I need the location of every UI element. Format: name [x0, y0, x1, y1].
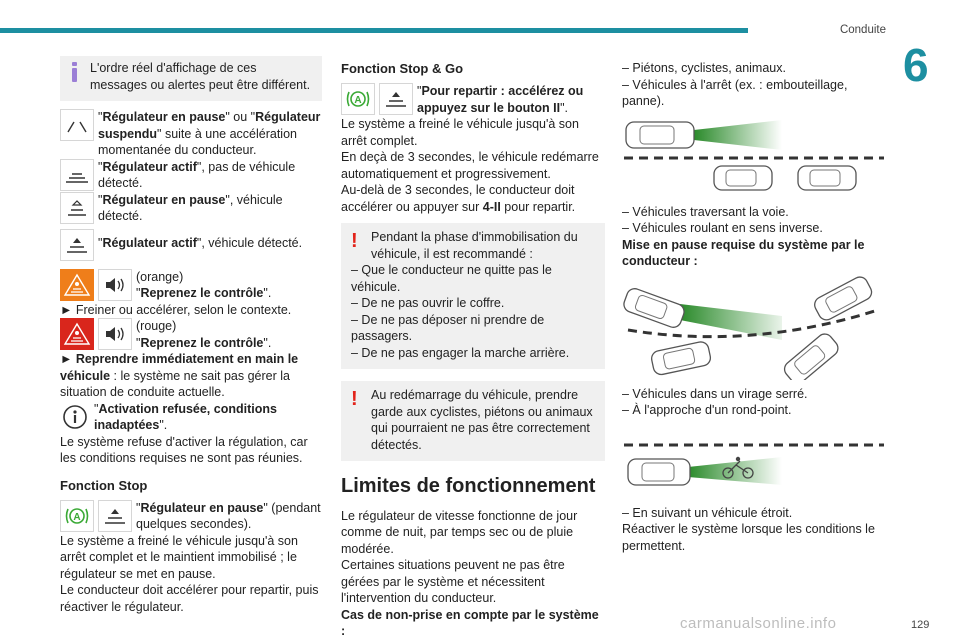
message-text: ", véhicule détecté. — [98, 192, 283, 223]
limits-p3: Cas de non-prise en compte par le système : — [341, 607, 599, 639]
action-bold: ► Reprendre immédiatement en main le véhicule — [60, 352, 299, 383]
section-title: Conduite — [839, 24, 886, 36]
info-note — [60, 56, 322, 101]
action-text — [60, 351, 322, 401]
road-lines-icon — [60, 159, 94, 191]
vehicle-detected-outline-icon — [60, 192, 94, 224]
message-title: Reprenez le contrôle — [140, 335, 264, 350]
message-takeover-red — [60, 318, 322, 351]
stop-paragraph-1: Le système a freiné le véhicule jusqu'à son arrêt complet et le maintient immobilisé ; le régulateur se met en pause. — [60, 533, 298, 581]
vehicle-detected-icon — [98, 500, 132, 532]
message-text: ". — [159, 418, 168, 432]
warning-intro: Pendant la phase d'immobilisation du véhicule, il est recommandé : — [371, 230, 578, 261]
message-text: ", pas de véhicule détecté. — [98, 159, 296, 190]
limits-p1: Le régulateur de vitesse fonctionne de jour comme de nuit, par temps sec ou de pluie modérée. — [341, 508, 578, 556]
message-text: " ou " — [225, 110, 256, 124]
action-text: ► Freiner ou accélérer, selon le contexte. — [60, 302, 292, 317]
auto-hold-icon — [60, 500, 94, 532]
message-title: Reprenez le contrôle — [140, 286, 264, 300]
limit-item: – Véhicules dans un virage serré. — [622, 386, 808, 401]
car-icon — [622, 286, 686, 329]
warning-item: – De ne pas déposer ni prendre de passagers. — [351, 312, 545, 344]
quote: " — [98, 159, 103, 174]
stop-title: Fonction Stop — [60, 477, 148, 493]
column-2 — [341, 56, 605, 640]
auto-hold-icon — [341, 83, 375, 115]
quote: " — [98, 192, 103, 207]
tight-bend-illustration — [622, 270, 886, 380]
info-note-text: L'ordre réel d'affichage de ces messages ou alertes peut être différent. — [90, 61, 311, 92]
car-icon — [628, 459, 690, 485]
alert-color: (orange) — [136, 269, 184, 284]
svg-text:A: A — [354, 95, 362, 107]
quote: " — [136, 500, 141, 515]
quote: " — [136, 286, 141, 300]
info-circle-icon — [60, 401, 90, 433]
limit-item: – Véhicules roulant en sens inverse. — [622, 221, 823, 235]
warning-box-2 — [341, 381, 605, 461]
takeover-red-icon — [60, 318, 94, 350]
message-text: " (pendant quelques secondes). — [136, 500, 321, 532]
warning-text: Au redémarrage du véhicule, prendre garde aux cyclistes, piétons ou animaux qui pourraient ne pas être correctement détectés. — [371, 388, 593, 452]
message-title: Régulateur en pause — [102, 192, 226, 207]
warning-icon: ! — [351, 388, 358, 411]
warning-icon: ! — [351, 230, 358, 253]
limits-title: Limites de fonctionnement — [341, 475, 596, 498]
car-icon — [650, 340, 712, 376]
radar-beam — [688, 457, 782, 485]
stop-paragraph-2: Le conducteur doit accélérer pour repartir, puis réactiver le régulateur. — [60, 583, 319, 614]
quote: " — [136, 335, 141, 350]
message-text: ", véhicule détecté. — [196, 235, 303, 250]
alert-color: (rouge) — [136, 319, 177, 333]
warning-item: – De ne pas ouvrir le coffre. — [351, 296, 505, 311]
page-number: 129 — [911, 619, 930, 631]
stopgo-p2: En deçà de 3 secondes, le véhicule redémarre automatiquement et progressivement. — [341, 150, 599, 181]
stopgo-p3 — [341, 182, 605, 215]
message-text: ". — [263, 286, 272, 300]
car-icon — [781, 330, 841, 379]
stopgo-p1: Le système a freiné le véhicule jusqu'à son arrêt complet. — [341, 117, 579, 148]
message-restart — [341, 83, 605, 116]
message-title: Régulateur actif — [102, 235, 197, 250]
vehicle-detected-icon — [379, 83, 413, 115]
text: pour repartir. — [500, 199, 576, 214]
warning-box-1 — [341, 223, 605, 369]
header-bar — [0, 28, 748, 33]
message-text: ". — [263, 335, 272, 350]
message-takeover-orange — [60, 269, 322, 302]
narrow-vehicle-illustration — [622, 439, 886, 497]
stopped-vehicles-illustration — [622, 110, 886, 198]
radar-beam — [694, 120, 782, 150]
message-title: Régulateur suspendu — [98, 110, 321, 141]
quote: " — [94, 401, 99, 416]
car-icon — [812, 274, 874, 322]
vehicle-detected-icon — [60, 229, 94, 261]
cruise-paused-icon — [60, 109, 94, 141]
stopgo-title: Fonction Stop & Go — [341, 61, 464, 76]
message-active-vehicle — [60, 229, 322, 261]
message-text: ". — [560, 100, 568, 115]
message-title: Pour repartir : accélérez ou appuyez sur le bouton II — [417, 84, 584, 115]
message-paused-vehicle — [60, 192, 322, 225]
info-icon — [70, 62, 78, 82]
limit-item: – Piétons, cyclistes, animaux. — [622, 61, 786, 75]
message-text: " suite à une accélération momentanée du conducteur. — [98, 126, 297, 157]
column-3 — [622, 56, 886, 554]
warning-item: – Que le conducteur ne quitte pas le véhicule. — [351, 263, 552, 294]
limit-item: – À l'approche d'un rond-point. — [622, 403, 792, 417]
limit-item: – Véhicules traversant la voie. — [622, 204, 789, 219]
message-title: Activation refusée, conditions inadaptées — [94, 401, 277, 432]
limits-p2: Certaines situations peuvent ne pas être gérées par le système et nécessitent l'intervention du conducteur. — [341, 558, 565, 606]
message-title: Régulateur en pause — [102, 110, 226, 124]
speaker-icon — [98, 269, 132, 301]
svg-text:A: A — [73, 511, 81, 523]
quote: " — [98, 235, 103, 250]
quote: " — [98, 110, 103, 124]
message-title: Régulateur en pause — [140, 500, 264, 515]
refused-desc: Le système refuse d'activer la régulation, car les conditions requises ne sont pas réunies. — [60, 434, 308, 465]
column-1 — [60, 56, 322, 615]
message-title: Régulateur actif — [102, 159, 197, 174]
speaker-icon — [98, 318, 132, 350]
pause-required-title: Mise en pause requise du système par le conducteur : — [622, 237, 865, 268]
quote: " — [417, 84, 422, 99]
message-paused — [60, 109, 322, 159]
limit-item: – En suivant un véhicule étroit. — [622, 505, 793, 520]
warning-item: – De ne pas engager la marche arrière. — [351, 345, 570, 360]
chapter-number: 6 — [903, 39, 929, 91]
reactivate-text: Réactiver le système lorsque les conditions le permettent. — [622, 522, 875, 553]
message-active-no-vehicle — [60, 159, 322, 192]
action-desc: : le système ne sait pas gérer la situation de conduite actuelle. — [60, 368, 290, 399]
message-stop — [60, 500, 322, 533]
limit-item: – Véhicules à l'arrêt (ex. : embouteillage, panne). — [622, 77, 848, 108]
car-icon — [626, 122, 694, 148]
text: Au-delà de 3 secondes, le conducteur doit accélérer ou appuyer sur — [341, 183, 575, 214]
car-icon — [798, 166, 856, 190]
button-ref: 4-II — [482, 199, 501, 214]
takeover-orange-icon — [60, 269, 94, 301]
message-refused — [60, 401, 322, 434]
car-icon — [714, 166, 772, 190]
watermark: carmanualsonline.info — [680, 615, 837, 632]
